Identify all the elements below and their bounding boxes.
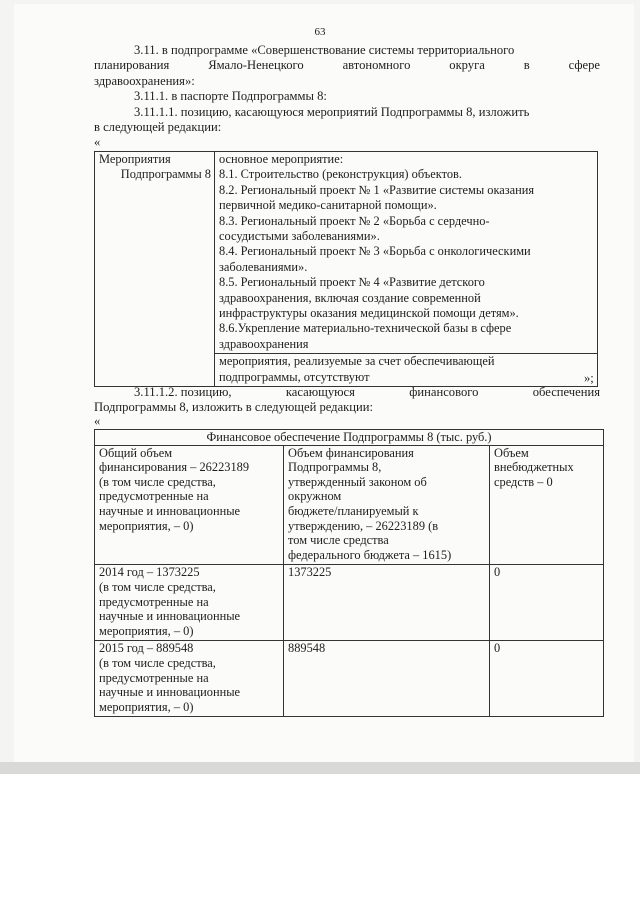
activity-line: здравоохранения, включая создание современной	[219, 290, 481, 305]
page-number: 63	[314, 26, 326, 38]
word: касающуюся	[285, 385, 355, 399]
cell-line: (в том числе средства,	[99, 579, 216, 594]
year-extrabudget-cell: 0	[490, 565, 604, 641]
open-quote-2: «	[94, 414, 101, 428]
cell-line: мероприятия, – 0)	[99, 699, 194, 714]
year-extrabudget-cell: 0	[490, 641, 604, 717]
cell-line: окружном	[288, 489, 342, 504]
year-budget-cell: 889548	[284, 641, 490, 717]
cell-line: 2014 год – 1373225	[99, 565, 200, 580]
year-total-cell	[95, 641, 284, 717]
section-3-11-1-1-line1: 3.11.1.1. позицию, касающуюся мероприятий Подпрограммы 8, изложить	[134, 105, 530, 119]
cell-line: Объем	[494, 445, 529, 460]
activity-line: сосудистыми заболеваниями».	[219, 229, 380, 244]
cell-line: финансирования – 26223189	[99, 460, 250, 475]
open-quote-1: «	[94, 135, 101, 149]
cell-line: научные и инновационные	[99, 609, 241, 624]
activity-line: заболеваниями».	[219, 259, 308, 274]
label-line: Подпрограммы 8	[120, 167, 211, 182]
section-3-11-1-2-line2: Подпрограммы 8, изложить в следующей редакции:	[94, 400, 374, 414]
financing-table-title: Финансовое обеспечение Подпрограммы 8 (тыс. руб.)	[95, 430, 604, 446]
close-quote-1: »;	[584, 371, 594, 385]
section-3-11-line2	[94, 58, 600, 73]
header-budget-cell	[284, 445, 490, 565]
table-row	[95, 641, 604, 717]
activity-line: 8.1. Строительство (реконструкция) объектов.	[219, 167, 462, 182]
activity-line: здравоохранения	[219, 336, 309, 351]
cell-line: Общий объем	[99, 445, 173, 460]
header-total-cell	[95, 445, 284, 565]
activity-line: первичной медико-санитарной помощи».	[219, 198, 437, 213]
word: в	[523, 58, 530, 72]
cell-line: бюджете/планируемый к	[288, 503, 419, 518]
cell-line: предусмотренные на	[99, 594, 209, 609]
scan-edge	[0, 762, 640, 774]
cell-line: утвержденный законом об	[288, 474, 427, 489]
page-bottom-margin	[0, 774, 640, 905]
activities-table	[94, 151, 598, 387]
cell-line: средств – 0	[494, 474, 553, 489]
activity-line: мероприятия, реализуемые за счет обеспечивающей	[219, 354, 495, 369]
cell-line: мероприятия, – 0)	[99, 623, 194, 638]
cell-line: Объем финансирования	[288, 445, 414, 460]
section-3-11-line3: здравоохранения»:	[94, 74, 195, 88]
activity-line: подпрограммы, отсутствуют	[219, 369, 370, 384]
activity-line: 8.4. Региональный проект № 3 «Борьба с онкологическими	[219, 244, 531, 259]
activity-line: 8.2. Региональный проект № 1 «Развитие системы оказания	[219, 182, 535, 197]
word: сфере	[568, 58, 600, 72]
cell-line: предусмотренные на	[99, 489, 209, 504]
cell-line: научные и инновационные	[99, 685, 241, 700]
main-activities-cell	[215, 152, 598, 354]
section-3-11-1-2-line1	[134, 385, 600, 400]
cell-line: (в том числе средства,	[99, 474, 216, 489]
section-3-11-1: 3.11.1. в паспорте Подпрограммы 8:	[134, 89, 327, 103]
secondary-activities-cell	[215, 354, 598, 387]
activity-line: инфраструктуры оказания медицинской помощи детям».	[219, 306, 519, 321]
word: обеспечения	[532, 385, 600, 399]
label-line: Мероприятия	[99, 152, 171, 166]
activity-line: 8.5. Региональный проект № 4 «Развитие детского	[219, 275, 485, 290]
cell-line: том числе средства	[288, 533, 389, 548]
word: округа	[449, 58, 485, 72]
cell-line: (в том числе средства,	[99, 655, 216, 670]
activity-line: 8.3. Региональный проект № 2 «Борьба с сердечно-	[219, 213, 490, 228]
cell-line: 2015 год – 889548	[99, 641, 194, 656]
word: финансового	[409, 385, 479, 399]
table-row	[95, 565, 604, 641]
table-header-row	[95, 445, 604, 565]
section-3-11-line1: 3.11. в подпрограмме «Совершенствование системы территориального	[134, 43, 515, 57]
cell-line: внебюджетных	[494, 460, 574, 475]
year-total-cell	[95, 565, 284, 641]
header-extrabudget-cell	[490, 445, 604, 565]
cell-line: предусмотренные на	[99, 670, 209, 685]
word: 3.11.1.2. позицию,	[134, 385, 232, 399]
year-budget-cell: 1373225	[284, 565, 490, 641]
word: Ямало-Ненецкого	[208, 58, 304, 72]
activities-label-cell	[95, 152, 215, 387]
cell-line: научные и инновационные	[99, 503, 241, 518]
cell-line: мероприятия, – 0)	[99, 518, 194, 533]
cell-line: федерального бюджета – 1615)	[288, 547, 452, 562]
cell-line: утверждению, – 26223189 (в	[288, 518, 439, 533]
cell-line: Подпрограммы 8,	[288, 460, 382, 475]
activity-line: основное мероприятие:	[219, 152, 344, 166]
activity-line: 8.6.Укрепление материально-технической базы в сфере	[219, 321, 512, 336]
section-3-11-1-1-line2: в следующей редакции:	[94, 120, 222, 134]
financing-table	[94, 429, 604, 717]
word: автономного	[342, 58, 411, 72]
word: планирования	[94, 58, 170, 72]
